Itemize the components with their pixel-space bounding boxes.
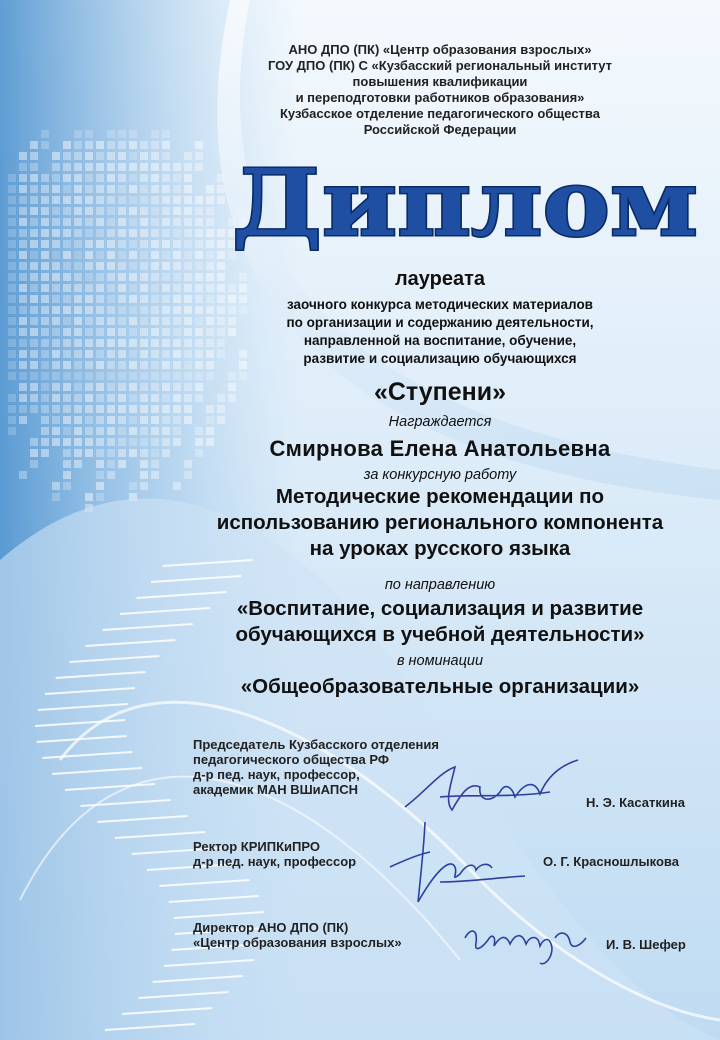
contest-line: развитие и социализацию обучающихся	[303, 351, 577, 366]
direction-title	[170, 596, 710, 648]
signatory-2-title	[193, 839, 356, 869]
org-line: Кузбасское отделение педагогического общества	[280, 106, 600, 121]
contest-line: направленной на воспитание, обучение,	[303, 333, 577, 348]
direction-line: обучающихся в учебной деятельности»	[235, 623, 645, 646]
signatory-title-line: Ректор КРИПКиПРО	[193, 839, 320, 854]
signatory-title-line: педагогического общества РФ	[193, 752, 389, 767]
signatory-title-line: д-р пед. наук, профессор	[193, 854, 357, 869]
laureate-label: лауреата	[394, 268, 486, 290]
work-title-line: на уроках русского языка	[309, 537, 571, 560]
signatory-1-name: Н. Э. Касаткина	[586, 795, 685, 810]
direction-label: по направлению	[384, 577, 496, 593]
signature-2-scribble	[380, 812, 530, 907]
signatory-title-line: Председатель Кузбасского отделения	[193, 737, 439, 752]
nomination-label: в номинации	[396, 653, 484, 669]
diploma-title-text: Диплом	[232, 149, 698, 256]
direction-line: «Воспитание, социализация и развитие	[236, 597, 644, 620]
signatory-title-line: Директор АНО ДПО (ПК)	[193, 920, 349, 935]
signatory-3-name: И. В. Шефер	[606, 937, 686, 952]
contest-line: заочного конкурса методических материалов	[287, 297, 593, 312]
signature-3-scribble	[460, 918, 590, 968]
awardee-name: Смирнова Елена Анатольевна	[269, 436, 611, 461]
contest-name: «Ступени»	[373, 378, 507, 406]
org-line: повышения квалификации	[352, 74, 528, 89]
signatory-title-line: д-р пед. наук, профессор,	[193, 767, 360, 782]
org-line: АНО ДПО (ПК) «Центр образования взрослых»	[288, 42, 592, 57]
signatory-2-name: О. Г. Красношлыкова	[543, 854, 679, 869]
work-title-line: Методические рекомендации по	[275, 485, 605, 508]
work-title	[170, 484, 710, 562]
signatory-title-line: академик МАН ВШиАПСН	[193, 782, 359, 797]
organizations-header	[170, 42, 710, 138]
awarded-label: Награждается	[388, 414, 492, 430]
signatory-title-line: «Центр образования взрослых»	[193, 935, 402, 950]
for-work-label: за конкурсную работу	[363, 467, 517, 483]
org-line: Российской Федерации	[363, 122, 517, 137]
contest-line: по организации и содержанию деятельности,	[286, 315, 594, 330]
work-title-line: использованию регионального компонента	[216, 511, 664, 534]
signatory-3-title	[193, 920, 402, 950]
nomination-title: «Общеобразовательные организации»	[240, 675, 640, 698]
org-line: ГОУ ДПО (ПК) С «Кузбасский региональный институт	[267, 58, 613, 73]
contest-description	[170, 296, 710, 368]
org-line: и переподготовки работников образования»	[295, 90, 585, 105]
diploma-title	[225, 138, 705, 256]
